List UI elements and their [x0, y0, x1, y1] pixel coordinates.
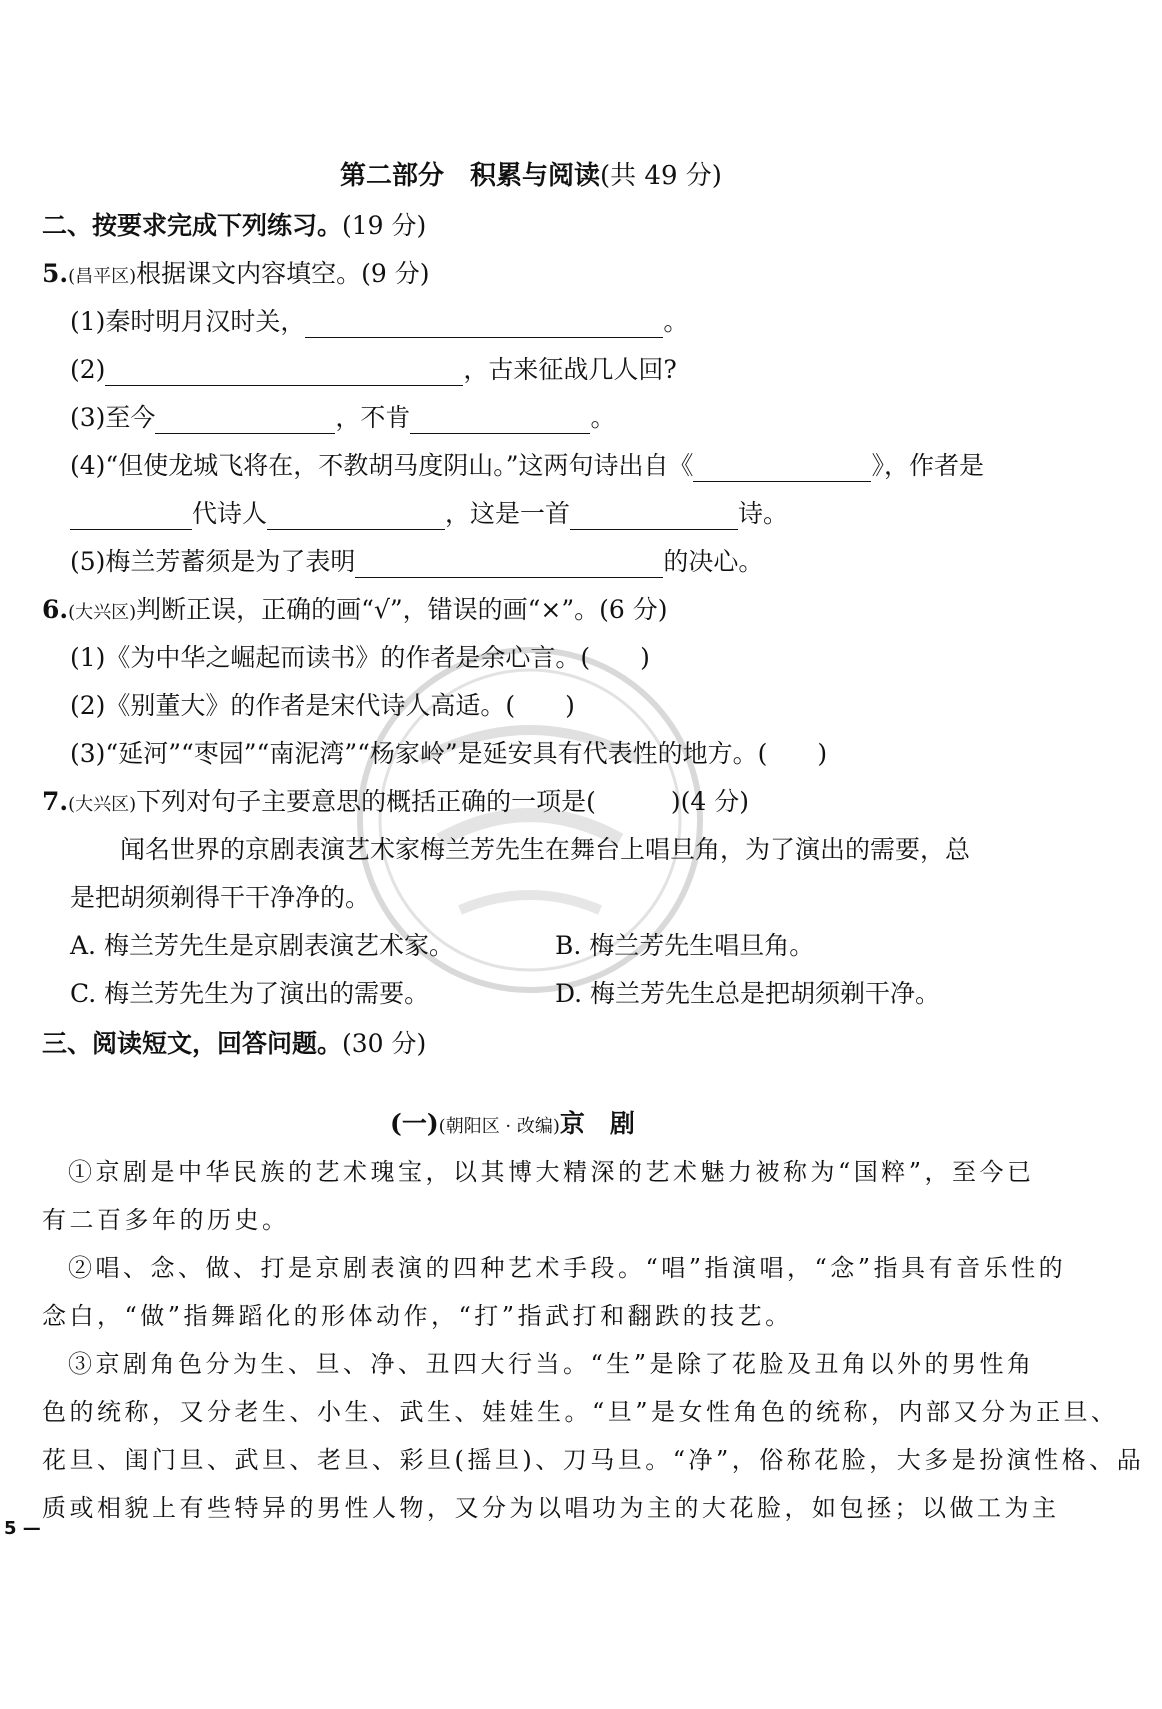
- q5-item-4-cont-mid: ，这是一首: [445, 499, 571, 528]
- q6-item-2: (2)《别董大》的作者是宋代诗人高适。( ): [70, 691, 575, 720]
- q5-item-4-text: (4)“但使龙城飞将在，不教胡马度阴山。”这两句诗出自《: [70, 451, 694, 480]
- section-2-title: [42, 210, 426, 242]
- q5-item-4-cont-end: 诗。: [738, 499, 789, 528]
- q5-item-4-cont-text: 代诗人: [192, 499, 268, 528]
- question-7-number: 7.: [42, 787, 69, 816]
- q5-item-5-end: 的决心。: [663, 547, 764, 576]
- q5-blank-4a[interactable]: [693, 455, 871, 482]
- passage-line: 花旦、闺门旦、武旦、老旦、彩旦(摇旦)、刀马旦。“净”，俗称花脸，大多是扮演性格、品: [42, 1446, 1145, 1474]
- q6-item-3: (3)“延河”“枣园”“南泥湾”“杨家岭”是延安具有代表性的地方。( ): [70, 739, 828, 768]
- section-3-score: (30 分): [342, 1029, 427, 1058]
- q5-item-1-text: (1)秦时明月汉时关，: [70, 307, 306, 336]
- question-5-district: (昌平区): [68, 266, 137, 287]
- q5-blank-3a[interactable]: [155, 407, 335, 434]
- q5-item-3-mid: ，不肯: [335, 403, 411, 432]
- q5-blank-4d[interactable]: [570, 503, 738, 530]
- question-6: [42, 594, 668, 629]
- question-6-prompt: 判断正误，正确的画“√”，错误的画“×”。(6 分): [136, 595, 668, 624]
- section-2-score: (19 分): [342, 211, 427, 240]
- question-7: [42, 786, 749, 821]
- q5-item-2: [70, 354, 677, 386]
- question-6-district: (大兴区): [68, 602, 137, 623]
- passage-line: 色的统称，又分老生、小生、武生、娃娃生。“旦”是女性角色的统称，内部又分为正旦、: [42, 1398, 1119, 1426]
- q5-blank-2[interactable]: [105, 359, 463, 386]
- q5-item-5-text: (5)梅兰芳蓄须是为了表明: [70, 547, 356, 576]
- q5-item-5: [70, 546, 763, 578]
- question-5-number: 5.: [42, 259, 69, 288]
- question-5-prompt: 根据课文内容填空。(9 分): [136, 259, 430, 288]
- passage-title-text: 京 剧: [559, 1109, 635, 1138]
- part-title: [340, 160, 722, 192]
- part-score: (共 49 分): [600, 161, 722, 191]
- question-7-district: (大兴区): [68, 794, 137, 815]
- passage-line: 质或相貌上有些特异的男性人物，又分为以唱功为主的大花脸，如包拯；以做工为主: [42, 1494, 1060, 1522]
- q7-option-a[interactable]: A. 梅兰芳先生是京剧表演艺术家。: [70, 931, 454, 960]
- q7-option-c[interactable]: C. 梅兰芳先生为了演出的需要。: [70, 979, 430, 1008]
- passage-line: ①京剧是中华民族的艺术瑰宝，以其博大精深的艺术魅力被称为“国粹”，至今已: [68, 1158, 1035, 1186]
- q5-blank-3b[interactable]: [410, 407, 590, 434]
- question-6-number: 6.: [42, 595, 69, 624]
- q5-item-4-cont: [70, 498, 788, 530]
- passage-line: ②唱、念、做、打是京剧表演的四种艺术手段。“唱”指演唱，“念”指具有音乐性的: [68, 1254, 1067, 1282]
- q7-sentence-line-2: 是把胡须剃得干干净净的。: [70, 883, 371, 912]
- q5-blank-4b[interactable]: [70, 503, 192, 530]
- q5-item-2-text: (2): [70, 355, 106, 384]
- q5-item-3: [70, 402, 615, 434]
- q5-blank-4c[interactable]: [267, 503, 445, 530]
- section-3-title-text: 三、阅读短文，回答问题。: [42, 1029, 343, 1058]
- passage-title: [390, 1108, 635, 1143]
- part-title-text: 第二部分 积累与阅读: [340, 161, 601, 191]
- section-2-title-text: 二、按要求完成下列练习。: [42, 211, 343, 240]
- passage-label: (一): [390, 1109, 439, 1138]
- q5-item-3-text: (3)至今: [70, 403, 156, 432]
- q5-item-2-end: ，古来征战几人回?: [463, 355, 677, 384]
- section-3-title: [42, 1028, 426, 1060]
- q5-item-1-end: 。: [663, 307, 689, 336]
- q5-blank-1[interactable]: [305, 311, 663, 338]
- q6-item-1: (1)《为中华之崛起而读书》的作者是余心言。( ): [70, 643, 650, 672]
- passage-source: (朝阳区 · 改编): [438, 1116, 560, 1137]
- question-7-prompt: 下列对句子主要意思的概括正确的一项是( )(4 分): [136, 787, 750, 816]
- passage-line: 有二百多年的历史。: [42, 1206, 290, 1234]
- q5-item-4: [70, 450, 984, 482]
- question-5: [42, 258, 430, 293]
- page-number: 5 —: [4, 1518, 41, 1539]
- q5-item-1: [70, 306, 688, 338]
- q5-item-4-end: 》，作者是: [871, 451, 984, 480]
- q5-item-3-end: 。: [590, 403, 616, 432]
- passage-line: 念白，“做”指舞蹈化的形体动作，“打”指武打和翻跌的技艺。: [42, 1302, 793, 1330]
- q7-option-d[interactable]: D. 梅兰芳先生总是把胡须剃干净。: [555, 979, 941, 1008]
- q7-option-b[interactable]: B. 梅兰芳先生唱旦角。: [555, 931, 815, 960]
- q7-sentence-line-1: 闻名世界的京剧表演艺术家梅兰芳先生在舞台上唱旦角，为了演出的需要，总: [120, 835, 971, 864]
- passage-line: ③京剧角色分为生、旦、净、丑四大行当。“生”是除了花脸及丑角以外的男性角: [68, 1350, 1035, 1378]
- q5-blank-5[interactable]: [355, 551, 663, 578]
